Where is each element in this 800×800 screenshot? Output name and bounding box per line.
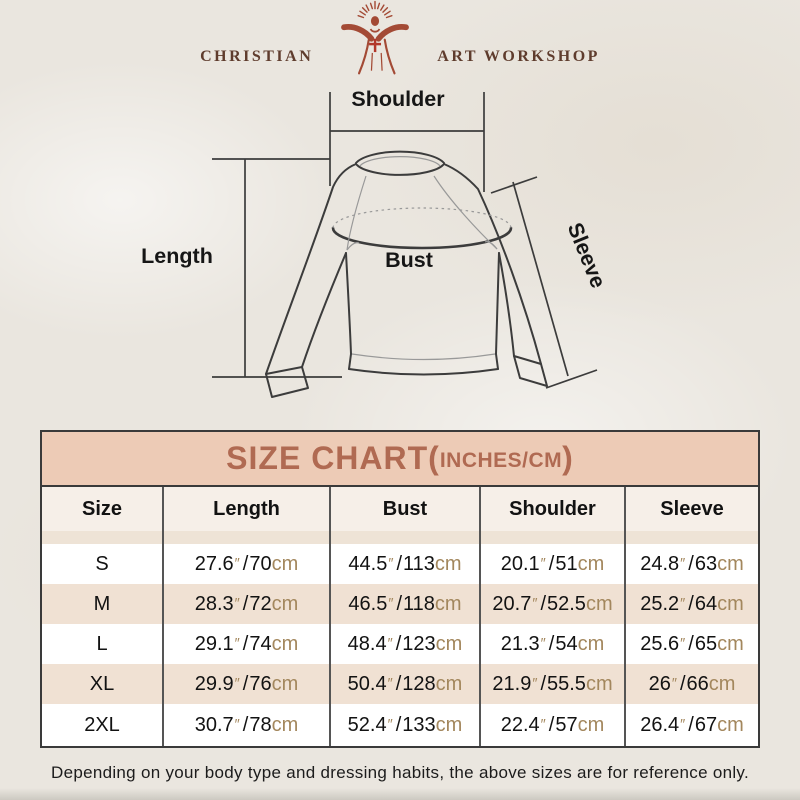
size-cell: 2XL: [42, 704, 164, 746]
length-cell: 29.9 ″ / 76 cm: [164, 664, 331, 704]
shoulder-cell: 22.4 ″ / 57 cm: [481, 704, 626, 746]
size-cell: XL: [42, 664, 164, 704]
row-separator: [42, 531, 164, 544]
row-separator: [331, 531, 481, 544]
length-cell: 28.3 ″ / 72 cm: [164, 584, 331, 624]
size-cell: M: [42, 584, 164, 624]
title-main: SIZE CHART(: [226, 440, 440, 476]
column-header-size: Size: [42, 487, 164, 531]
sleeve-cell: 26.4 ″ / 67 cm: [626, 704, 758, 746]
bust-cell: 44.5 ″ / 113 cm: [331, 544, 481, 584]
logo-text-right: ART WORKSHOP: [437, 48, 600, 65]
logo-text-left: CHRISTIAN: [200, 48, 314, 65]
sleeve-cell: 24.8 ″ / 63 cm: [626, 544, 758, 584]
page-bottom-shadow: [0, 788, 800, 800]
size-cell: S: [42, 544, 164, 584]
length-cell: 29.1 ″ / 74 cm: [164, 624, 331, 664]
row-separator: [164, 531, 331, 544]
row-separator: [626, 531, 758, 544]
jesus-rays-figure-icon: [327, 0, 423, 76]
length-label: Length: [141, 244, 213, 268]
sleeve-cell: 26 ″ / 66 cm: [626, 664, 758, 704]
row-separator: [481, 531, 626, 544]
sleeve-label: Sleeve: [562, 219, 611, 292]
column-header-sleeve: Sleeve: [626, 487, 758, 531]
sleeve-cell: 25.6 ″ / 65 cm: [626, 624, 758, 664]
bust-cell: 48.4 ″ / 123 cm: [331, 624, 481, 664]
column-header-bust: Bust: [331, 487, 481, 531]
title-close: ): [562, 440, 574, 476]
bust-label: Bust: [385, 248, 433, 272]
size-chart-title: [42, 432, 758, 487]
size-chart-table: [40, 430, 760, 748]
sweater-measurement-diagram: [0, 86, 800, 430]
shoulder-cell: 20.7 ″ / 52.5 cm: [481, 584, 626, 624]
shoulder-cell: 21.3 ″ / 54 cm: [481, 624, 626, 664]
column-header-length: Length: [164, 487, 331, 531]
shoulder-cell: 20.1 ″ / 51 cm: [481, 544, 626, 584]
logo: [0, 0, 800, 86]
footer-note: Depending on your body type and dressing habits, the above sizes are for reference only.: [51, 763, 749, 782]
column-header-shoulder: Shoulder: [481, 487, 626, 531]
length-cell: 27.6 ″ / 70 cm: [164, 544, 331, 584]
shoulder-label: Shoulder: [351, 87, 445, 111]
length-cell: 30.7 ″ / 78 cm: [164, 704, 331, 746]
bust-cell: 46.5 ″ / 118 cm: [331, 584, 481, 624]
size-cell: L: [42, 624, 164, 664]
title-units: INCHES/CM: [439, 449, 563, 472]
bust-cell: 52.4 ″ / 133 cm: [331, 704, 481, 746]
shoulder-cell: 21.9 ″ / 55.5 cm: [481, 664, 626, 704]
sleeve-cell: 25.2 ″ / 64 cm: [626, 584, 758, 624]
bust-cell: 50.4 ″ / 128 cm: [331, 664, 481, 704]
